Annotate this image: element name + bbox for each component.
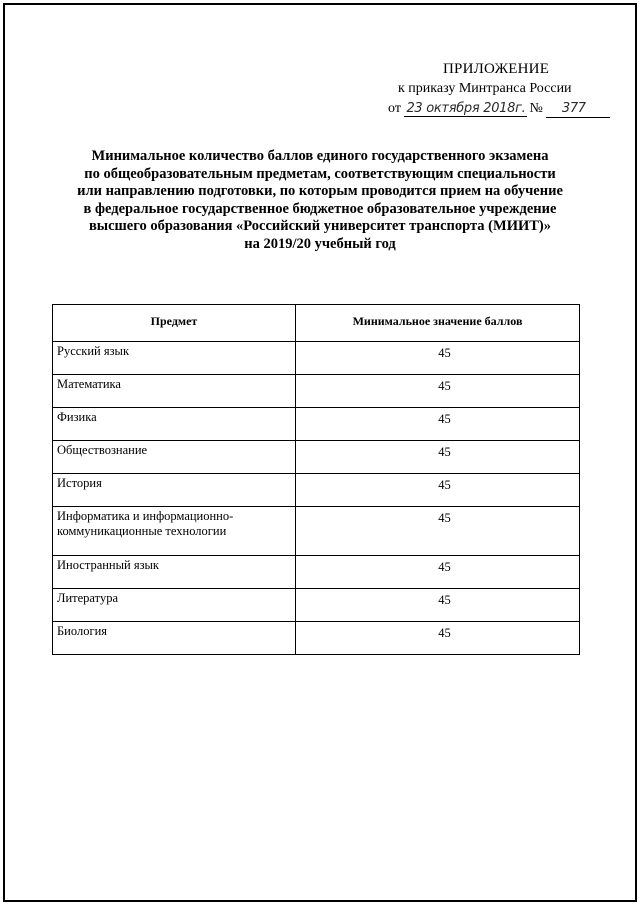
table-header-row — [53, 305, 580, 342]
date-prefix: от — [388, 101, 401, 116]
subject-cell: Математика — [53, 375, 296, 408]
score-cell: 45 — [296, 375, 580, 408]
header-min-score: Минимальное значение баллов — [296, 305, 580, 342]
table-row — [53, 342, 580, 375]
heading-line: по общеобразовательным предметам, соответствующим специальности — [84, 165, 556, 182]
heading-line: или направлению подготовки, по которым проводится прием на обучение — [77, 183, 563, 199]
subject-cell: Биология — [53, 622, 296, 655]
table-row — [53, 507, 580, 556]
number-label: № — [529, 101, 543, 116]
number-line — [546, 101, 610, 118]
subject-cell: История — [53, 474, 296, 507]
score-cell: 45 — [296, 589, 580, 622]
subject-cell: Информатика и информационно-коммуникационные технологии — [53, 507, 296, 556]
subject-cell: Литература — [53, 589, 296, 622]
scores-table — [52, 304, 580, 655]
table-row — [53, 622, 580, 655]
score-cell: 45 — [296, 507, 580, 556]
header-subject: Предмет — [53, 305, 296, 342]
table-row — [53, 589, 580, 622]
heading-line: высшего образования «Российский университет транспорта (МИИТ)» — [88, 218, 552, 234]
score-cell: 45 — [296, 474, 580, 507]
table-row — [53, 408, 580, 441]
heading-line: в федеральное государственное бюджетное образовательное учреждение — [83, 200, 557, 217]
table-row — [53, 474, 580, 507]
score-cell: 45 — [296, 556, 580, 589]
annex-subtitle: к приказу Минтранса России — [398, 81, 572, 96]
subject-cell: Обществознание — [53, 441, 296, 474]
handwritten-date: 23 октября 2018г. — [406, 101, 526, 116]
table-row — [53, 556, 580, 589]
score-cell: 45 — [296, 408, 580, 441]
annex-title: ПРИЛОЖЕНИЕ — [443, 61, 550, 77]
table-row — [53, 375, 580, 408]
table-row — [53, 441, 580, 474]
heading-line: Минимальное количество баллов единого государственного экзамена — [91, 148, 549, 164]
handwritten-number: 377 — [561, 101, 586, 116]
subject-cell: Иностранный язык — [53, 556, 296, 589]
score-cell: 45 — [296, 441, 580, 474]
subject-cell: Физика — [53, 408, 296, 441]
score-cell: 45 — [296, 342, 580, 375]
document-heading — [60, 148, 580, 253]
heading-line: на 2019/20 учебный год — [244, 235, 396, 252]
score-cell: 45 — [296, 622, 580, 655]
subject-cell: Русский язык — [53, 342, 296, 375]
annex-date-line — [388, 101, 610, 118]
